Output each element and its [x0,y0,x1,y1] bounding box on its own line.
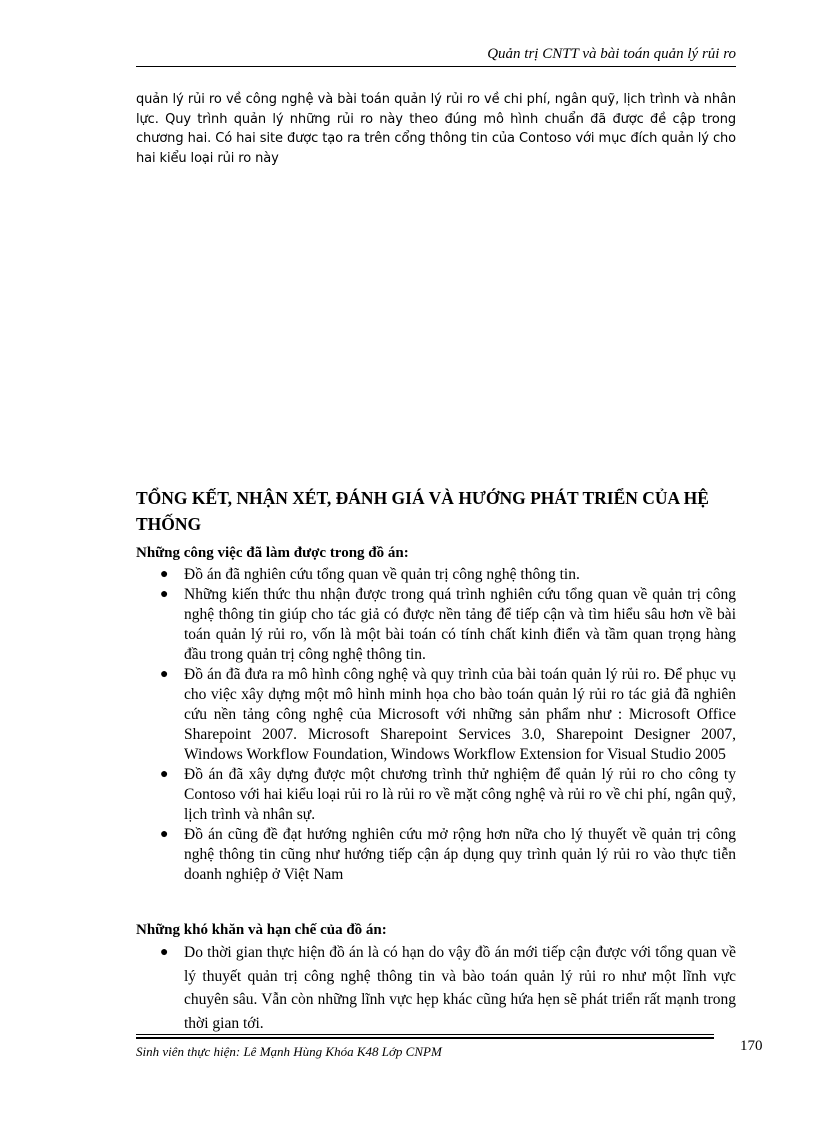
page-number: 170 [740,1038,763,1054]
limitations-list [136,941,736,1035]
bullet-icon: ● [160,667,169,682]
bullet-icon: ● [160,827,169,842]
list-item [136,765,736,825]
page-header-title: Quản trị CNTT và bài toán quản lý rủi ro [487,46,736,62]
list-item-text: Đồ án đã đưa ra mô hình công nghệ và quy trình của bài toán quản lý rủi ro. Để phục vụ cho việc xây dựng một mô hình minh họa cho bào toán quản lý rủi ro tác giả đã nghiên cứu nền tảng công nghệ của Microsoft với những sản phẩm như : Microsoft Office Sharepoint 2007. Microsoft Sharepoint Services 3.0, Sharepoint Designer 2007, Windows Workflow Foundation, Windows Workflow Extension for Visual Studio 2005 [184,666,736,763]
list-item [136,665,736,765]
footer-author: Sinh viên thực hiện: Lê Mạnh Hùng Khóa K48 Lớp CNPM [136,1044,442,1059]
achievements-list [136,565,736,885]
list-item [136,941,736,1035]
bullet-icon: ● [160,587,169,602]
footer-divider [136,1034,714,1035]
list-item-text: Đồ án đã xây dựng được một chương trình thử nghiệm để quản lý rủi ro cho công ty Contoso với hai kiểu loại rủi ro là rủi ro về mặt công nghệ và rủi ro về chi phí, ngân quỹ, lịch trình và nhân sự. [184,766,736,823]
limitations-heading: Những khó khăn và hạn chế của đồ án: [136,922,387,938]
list-item-text: Những kiến thức thu nhận được trong quá trình nghiên cứu tổng quan về quản trị công nghệ thông tin giúp cho tác giả có được nền tảng để tiếp cận và tìm hiểu sâu hơn về bài toán quản lý rủi ro, vốn là một bài toán có tính chất kinh điển và tầm quan trọng hàng đầu trong quản trị công nghệ thông tin. [184,586,736,663]
list-item-text: Do thời gian thực hiện đồ án là có hạn do vậy đồ án mới tiếp cận được với tổng quan về lý thuyết quản trị công nghệ thông tin và bào toán quản lý rủi ro như một lĩnh vực chuyên sâu. Vẫn còn những lĩnh vực hẹp khác cũng hứa hẹn sẽ phát triển rất mạnh trong thời gian tới. [184,944,736,1032]
achievements-heading: Những công việc đã làm được trong đồ án: [136,545,409,561]
bullet-icon: ● [160,567,169,582]
bullet-icon: ● [160,945,169,960]
list-item [136,565,736,585]
list-item [136,585,736,665]
header-divider [136,66,736,67]
list-item-text: Đồ án cũng đề đạt hướng nghiên cứu mở rộng hơn nữa cho lý thuyết về quản trị công nghệ thông tin cũng như hướng tiếp cận áp dụng quy trình quản lý rủi ro vào thực tiễn doanh nghiệp ở Việt Nam [184,826,736,883]
section-title: TỔNG KẾT, NHẬN XÉT, ĐÁNH GIÁ VÀ HƯỚNG PHÁT TRIỂN CỦA HỆ THỐNG [136,488,709,534]
bullet-icon: ● [160,767,169,782]
intro-paragraph: quản lý rủi ro về công nghệ và bài toán quản lý rủi ro về chi phí, ngân quỹ, lịch trình và nhân lực. Quy trình quản lý những rủi ro này theo đúng mô hình chuẩn đã được đề cập trong chương hai. Có hai site được tạo ra trên cổng thông tin của Contoso với mục đích quản lý cho hai kiểu loại rủi ro này [136,92,736,166]
list-item-text: Đồ án đã nghiên cứu tổng quan về quản trị công nghệ thông tin. [184,566,580,583]
footer-divider-thick [136,1037,714,1039]
list-item [136,825,736,885]
